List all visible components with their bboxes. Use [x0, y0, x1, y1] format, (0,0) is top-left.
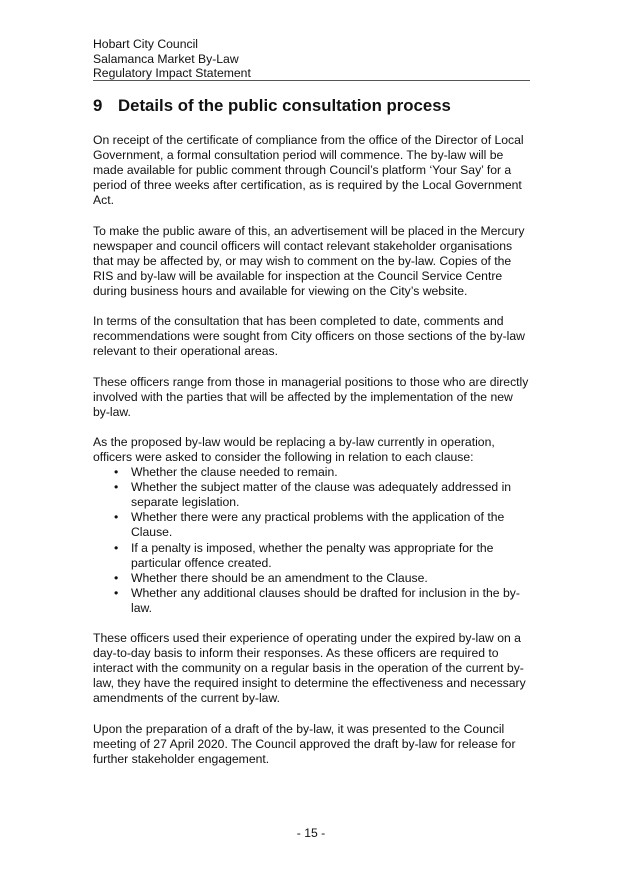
list-item: [114, 465, 533, 480]
list-item: [114, 480, 533, 510]
list-item-text: Whether any additional clauses should be drafted for inclusion in the by-law.: [131, 585, 520, 615]
list-item: [114, 510, 533, 540]
list-item-text: Whether the clause needed to remain.: [131, 465, 338, 480]
header-divider: [93, 80, 530, 81]
bullet-icon: •: [114, 585, 119, 600]
clause-criteria-list: [93, 465, 533, 616]
paragraph: To make the public aware of this, an advertisement will be placed in the Mercury newspaper and council officers will contact relevant stakeholder organisations that may be affected by, or may wish to comment on the by-law. Copies of the RIS and by-law will be available for inspection at the Council Service Centre during business hours and available for viewing on the City’s website.: [93, 223, 525, 298]
section-heading: [93, 96, 451, 116]
paragraph: As the proposed by-law would be replacing a by-law currently in operation, officers were asked to consider the following in relation to each clause:: [93, 434, 495, 464]
paragraph: These officers range from those in managerial positions to those who are directly involved with the parties that will be affected by the implementation of the new by-law.: [93, 374, 529, 419]
section-number: 9: [93, 96, 103, 115]
section-title: Details of the public consultation process: [118, 96, 451, 115]
list-item: [114, 585, 533, 616]
running-header: [93, 37, 530, 81]
list-item-text: Whether there were any practical problems with the application of the Clause.: [131, 510, 505, 540]
paragraph: On receipt of the certificate of compliance from the office of the Director of Local Government, a formal consultation period will commence. The by-law will be made available for public comment through Council’s platform ‘Your Say’ for a period of three weeks after certification, as is required by the Local Government Act.: [93, 133, 524, 208]
bullet-icon: •: [114, 540, 119, 555]
bullet-icon: •: [114, 570, 119, 585]
list-item: [114, 540, 533, 571]
bullet-icon: •: [114, 510, 119, 525]
list-item: [114, 570, 533, 586]
bullet-icon: •: [114, 465, 119, 480]
page-number: - 15 -: [296, 826, 326, 840]
bullet-icon: •: [114, 480, 119, 495]
list-item-text: If a penalty is imposed, whether the penalty was appropriate for the particular offence created.: [131, 540, 494, 570]
paragraph: Upon the preparation of a draft of the by-law, it was presented to the Council meeting of 27 April 2020. The Council approved the draft by-law for release for further stakeholder engagement.: [93, 721, 516, 766]
list-item-text: Whether there should be an amendment to the Clause.: [131, 570, 428, 585]
header-document-type: Regulatory Impact Statement: [93, 66, 251, 81]
header-organisation: Hobart City Council: [93, 37, 198, 51]
paragraph: In terms of the consultation that has been completed to date, comments and recommendations were sought from City officers on those sections of the by-law relevant to their operational areas.: [93, 314, 525, 359]
list-item-text: Whether the subject matter of the clause was adequately addressed in separate legislation.: [131, 480, 512, 510]
header-document-title: Salamanca Market By-Law: [93, 51, 239, 66]
section-body: [93, 133, 533, 782]
paragraph: These officers used their experience of operating under the expired by-law on a day-to-day basis to inform their responses. As these officers are required to interact with the community on a regular basis in the operation of the current by-law, they have the required insight to determine the effectiveness and necessary amendments of the current by-law.: [93, 631, 526, 706]
